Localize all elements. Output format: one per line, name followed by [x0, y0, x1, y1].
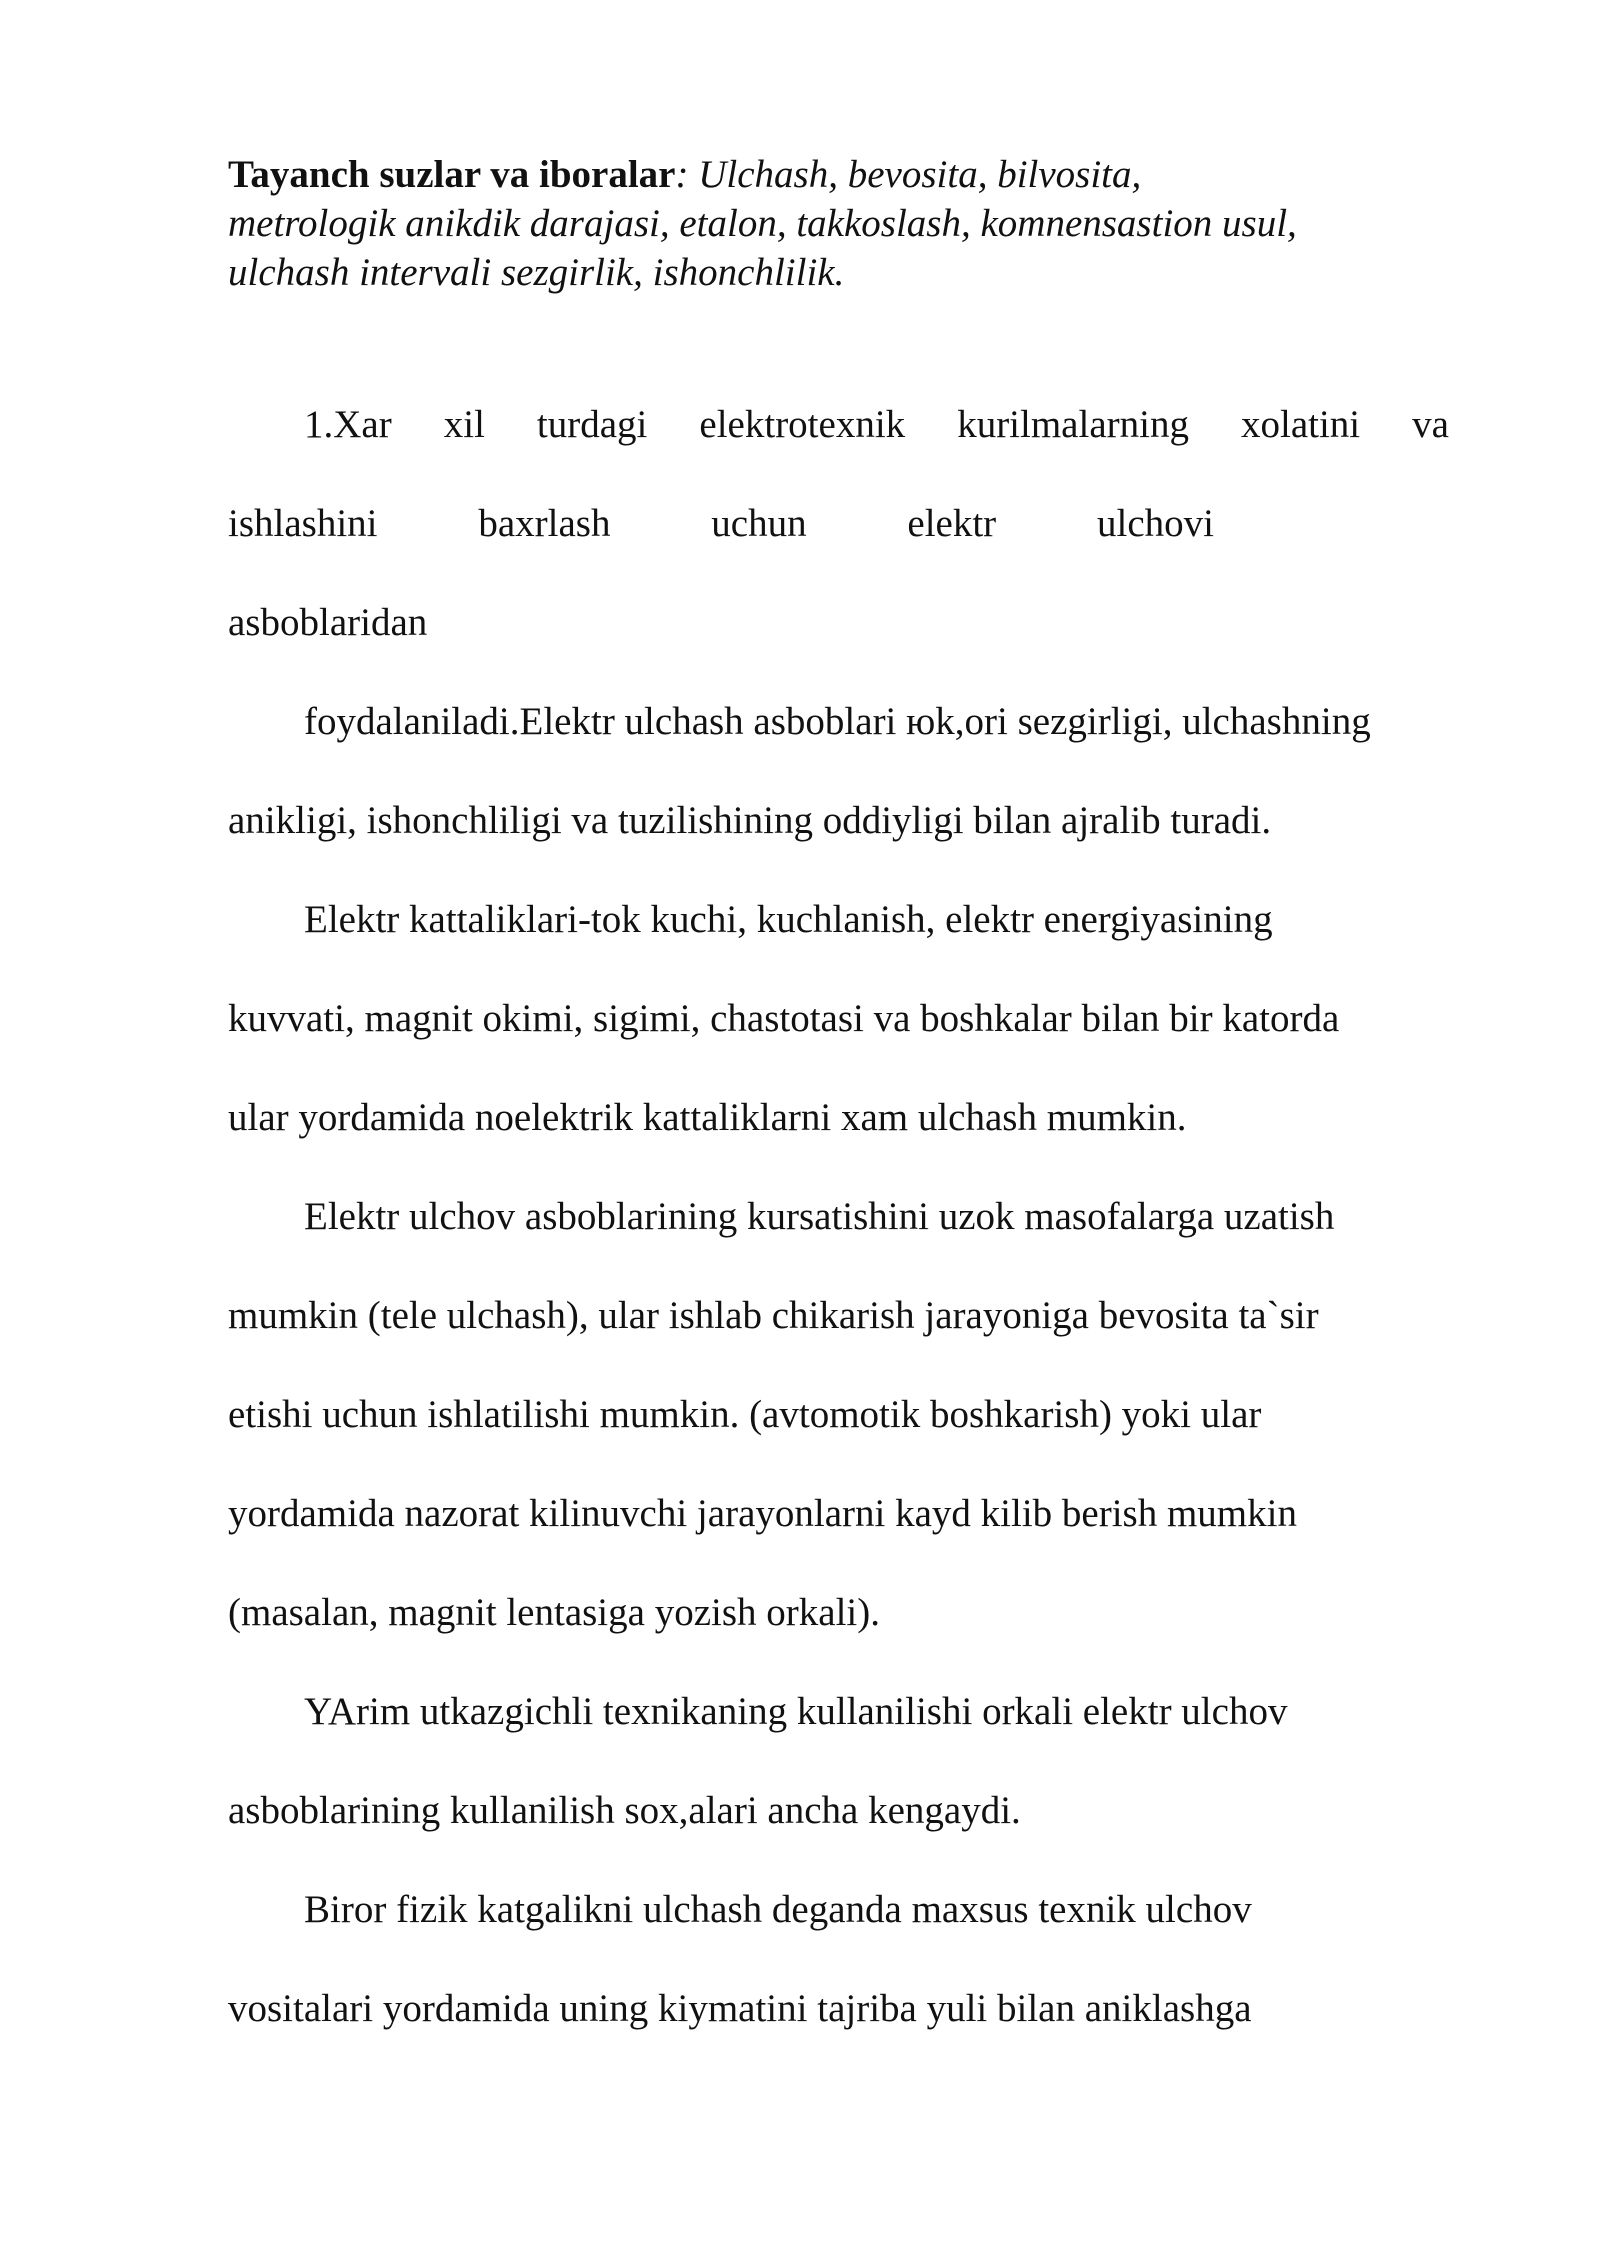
keywords-line-2: metrologik anikdik darajasi, etalon, takkoslash, komnensastion usul,: [228, 202, 1297, 245]
word: ishlashini: [228, 502, 378, 545]
word: uchun: [711, 502, 807, 545]
paragraph-1-line-3: asboblaridan: [228, 601, 428, 644]
word: elektrotexnik: [699, 403, 906, 446]
paragraph-4-line-5: (masalan, magnit lentasiga yozish orkali).: [228, 1591, 880, 1634]
keywords-separator: :: [675, 153, 699, 196]
paragraph-4-line-1: Elektr ulchov asboblarining kursatishini uzok masofalarga uzatish: [304, 1195, 1335, 1238]
word: ulchovi: [1096, 502, 1214, 545]
word: 1.Xar: [304, 403, 392, 446]
word: baxrlash: [478, 502, 611, 545]
paragraph-6-line-1: Biror fizik katgalikni ulchash deganda maxsus texnik ulchov: [304, 1888, 1252, 1931]
paragraph-1-line-1: [304, 402, 1449, 448]
paragraph-3-line-3: ular yordamida noelektrik kattaliklarni xam ulchash mumkin.: [228, 1096, 1187, 1139]
paragraph-3-line-2: kuvvati, magnit okimi, sigimi, chastotasi va boshkalar bilan bir katorda: [228, 997, 1340, 1040]
paragraph-3-line-1: Elektr kattaliklari-tok kuchi, kuchlanish, elektr energiyasining: [304, 898, 1273, 941]
word: xil: [443, 403, 485, 446]
keywords-line-1: Ulchash, bevosita, bilvosita,: [698, 153, 1142, 196]
paragraph-5-line-1: YArim utkazgichli texnikaning kullanilishi orkali elektr ulchov: [304, 1690, 1288, 1733]
keywords-block: [228, 150, 1488, 297]
paragraph-2-line-1: foydalaniladi.Elektr ulchash asboblari юk,ori sezgirligi, ulchashning: [304, 700, 1371, 743]
paragraph-4-line-2: mumkin (tele ulchash), ular ishlab chikarish jarayoniga bevosita ta`sir: [228, 1294, 1319, 1337]
paragraph-1-line-2: [228, 501, 1214, 547]
word: va: [1412, 403, 1449, 446]
paragraph-4-line-3: etishi uchun ishlatilishi mumkin. (avtomotik boshkarish) yoki ular: [228, 1393, 1262, 1436]
paragraph-4-line-4: yordamida nazorat kilinuvchi jarayonlarni kayd kilib berish mumkin: [228, 1492, 1297, 1535]
paragraph-6-line-2: vositalari yordamida uning kiymatini tajriba yuli bilan aniklashga: [228, 1987, 1252, 2030]
word: elektr: [907, 502, 997, 545]
keywords-label: Tayanch suzlar va iboralar: [228, 153, 676, 196]
word: xolatini: [1240, 403, 1361, 446]
keywords-line-3: ulchash intervali sezgirlik, ishonchlilik.: [228, 251, 845, 294]
word: kurilmalarning: [957, 403, 1189, 446]
paragraph-5-line-2: asboblarining kullanilish sox,alari ancha kengaydi.: [228, 1789, 1021, 1832]
paragraph-2-line-2: anikligi, ishonchliligi va tuzilishining oddiyligi bilan ajralib turadi.: [228, 799, 1272, 842]
word: turdagi: [536, 403, 648, 446]
